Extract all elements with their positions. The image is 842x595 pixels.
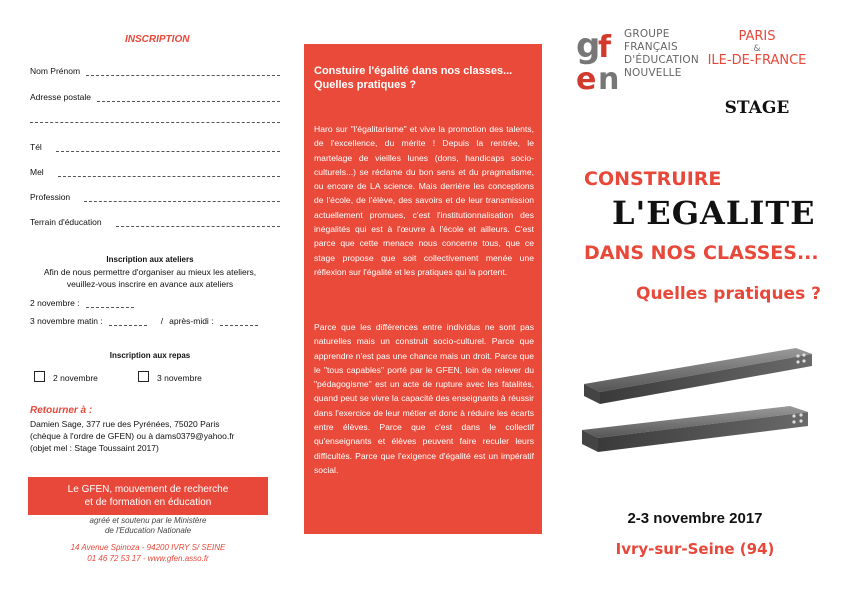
agree-line: agréé et soutenu par le Ministère [89, 516, 207, 525]
inscription-title: INSCRIPTION [125, 34, 190, 45]
checkbox-icon[interactable] [138, 371, 149, 382]
dotted-line [220, 319, 258, 326]
dotted-line [84, 195, 280, 202]
field-label: après-midi : [169, 316, 214, 326]
retourner-title: Retourner à : [30, 405, 93, 416]
dotted-line [97, 95, 280, 102]
repas-option-1[interactable] [34, 371, 98, 383]
panel-paragraph-1: Haro sur "l'égalitarisme" et vive la promotion des talents, de l'excellence, du mérite ! Depuis la rentrée, le martelage de vieilles lunes (dons, handicaps socio-culturels...) se réclame du bon sens et du pragmatisme, ou encore de LA science. Mais derrière les conceptions de l'école, de l'élève, des savoirs et de leur transmission actuellement promues, c'est l'institutionnalisation des inégalités qui est à l'œuvre à l'école et ailleurs. C'est parce que cette menace nous concerne tous, que ce stage propose que soit collectivement menée une réflexion sur l'égalité et les pratiques qui la portent. [314, 124, 534, 277]
field-nov2[interactable] [30, 298, 134, 308]
beam-lower [582, 406, 808, 452]
headline-quelles: Quelles pratiques ? [636, 284, 821, 304]
gfen-logo-text [624, 28, 699, 80]
ateliers-text-line: Afin de nous permettre d'organiser au mieux les ateliers, [43, 267, 257, 277]
gfen-box-line: Le GFEN, mouvement de recherche [67, 484, 229, 495]
retourner-line: (chèque à l'ordre de GFEN) ou à dams0379@yahoo.fr [30, 431, 235, 441]
slash-text: / [160, 316, 164, 326]
field-label: Adresse postale [30, 92, 91, 102]
panel-title-line: Quelles pratiques ? [314, 79, 417, 91]
logo-text-line: GROUPE [624, 28, 670, 40]
location-idf: ILE-DE-FRANCE [707, 53, 807, 68]
field-terrain[interactable] [30, 217, 280, 227]
repas-title: Inscription aux repas [109, 351, 191, 360]
dotted-line [116, 220, 280, 227]
field-tel[interactable] [30, 142, 280, 152]
field-label: Mel [30, 167, 44, 177]
location-paris: PARIS [738, 29, 776, 44]
ateliers-title: Inscription aux ateliers [106, 255, 194, 264]
field-label: Terrain d'éducation [30, 217, 102, 227]
panel-title [314, 64, 534, 92]
field-mel[interactable] [30, 167, 280, 177]
field-label: 2 novembre : [30, 298, 80, 308]
field-profession[interactable] [30, 192, 280, 202]
field-label: 3 novembre matin : [30, 316, 103, 326]
headline-egalite: L'EGALITE [612, 194, 816, 232]
location-block [702, 30, 812, 68]
logo-letter-e: e [576, 62, 597, 93]
headline-dans: DANS NOS CLASSES... [584, 242, 819, 264]
gfen-contact [28, 542, 268, 564]
logo-text-line: FRANÇAIS [624, 41, 678, 53]
field-adresse-line2[interactable] [30, 116, 280, 123]
dotted-line [56, 145, 280, 152]
dotted-line [86, 69, 280, 76]
logo-letter-g: g [576, 27, 601, 66]
dotted-line [30, 116, 280, 123]
logo-letter-f: f [598, 30, 612, 65]
repas-option-2[interactable] [138, 371, 202, 383]
beam-upper [584, 348, 812, 404]
headline-construire: CONSTRUIRE [584, 168, 722, 190]
logo-text-line: D'ÉDUCATION [624, 54, 699, 66]
event-place: Ivry-sur-Seine (94) [615, 540, 775, 558]
logo-letter-n: n [598, 62, 620, 93]
dotted-line [58, 170, 280, 177]
gfen-description-box [28, 477, 268, 515]
address-line: 14 Avenue Spinoza - 94200 IVRY S/ SEINE [70, 543, 226, 552]
panel-paragraph-2: Parce que les différences entre individus ne sont pas naturelles mais un construit socio-culturel. Parce que apprendre n'est pas une chance mais un droit. Parce que le "tous capables" porté par le GFEN, loin de relever du "pédagogisme" est un acte de rupture avec les fatalités, quand peut se vivre la capacité des enseignants à réussir dans l'exercice de leur métier et donc à réduire les écarts entre élèves. Parce que c'est dans le collectif qu'enseignants et élèves peuvent faire reculer leurs difficultés. Parce que l'exigence d'égalité est un impératif social. [314, 322, 534, 475]
event-date: 2-3 novembre 2017 [627, 510, 763, 527]
gfen-box-line: et de formation en éducation [84, 497, 212, 508]
panel-title-line: Constuire l'égalité dans nos classes... [314, 65, 513, 77]
contact-line[interactable]: 01 46 72 53 17 - www.gfen.asso.fr [87, 554, 209, 563]
retourner-line: Damien Sage, 377 rue des Pyrénées, 75020 Paris [30, 419, 220, 429]
checkbox-icon[interactable] [34, 371, 45, 382]
gfen-logo-icon [576, 27, 622, 93]
repas-option-label: 3 novembre [157, 373, 202, 383]
repas-option-label: 2 novembre [53, 373, 98, 383]
location-amp: & [753, 44, 761, 54]
field-nov3[interactable] [30, 316, 274, 326]
dotted-line [109, 319, 147, 326]
field-adresse[interactable] [30, 92, 280, 102]
ateliers-text-line: veuillez-vous inscrire en avance aux ateliers [66, 279, 234, 289]
field-label: Tél [30, 142, 42, 152]
field-label: Profession [30, 192, 71, 202]
ateliers-text [30, 266, 270, 290]
description-panel [304, 44, 542, 534]
steel-beams-image [576, 340, 820, 470]
dotted-line [86, 301, 134, 308]
agree-text [28, 516, 268, 536]
field-label: Nom Prénom [30, 66, 81, 76]
agree-line: de l'Education Nationale [104, 526, 192, 535]
logo-text-line: NOUVELLE [624, 67, 682, 79]
field-nom-prenom[interactable] [30, 66, 280, 76]
retourner-line: (objet mel : Stage Toussaint 2017) [30, 443, 159, 453]
stage-label: STAGE [724, 98, 790, 118]
retourner-address [30, 418, 234, 454]
